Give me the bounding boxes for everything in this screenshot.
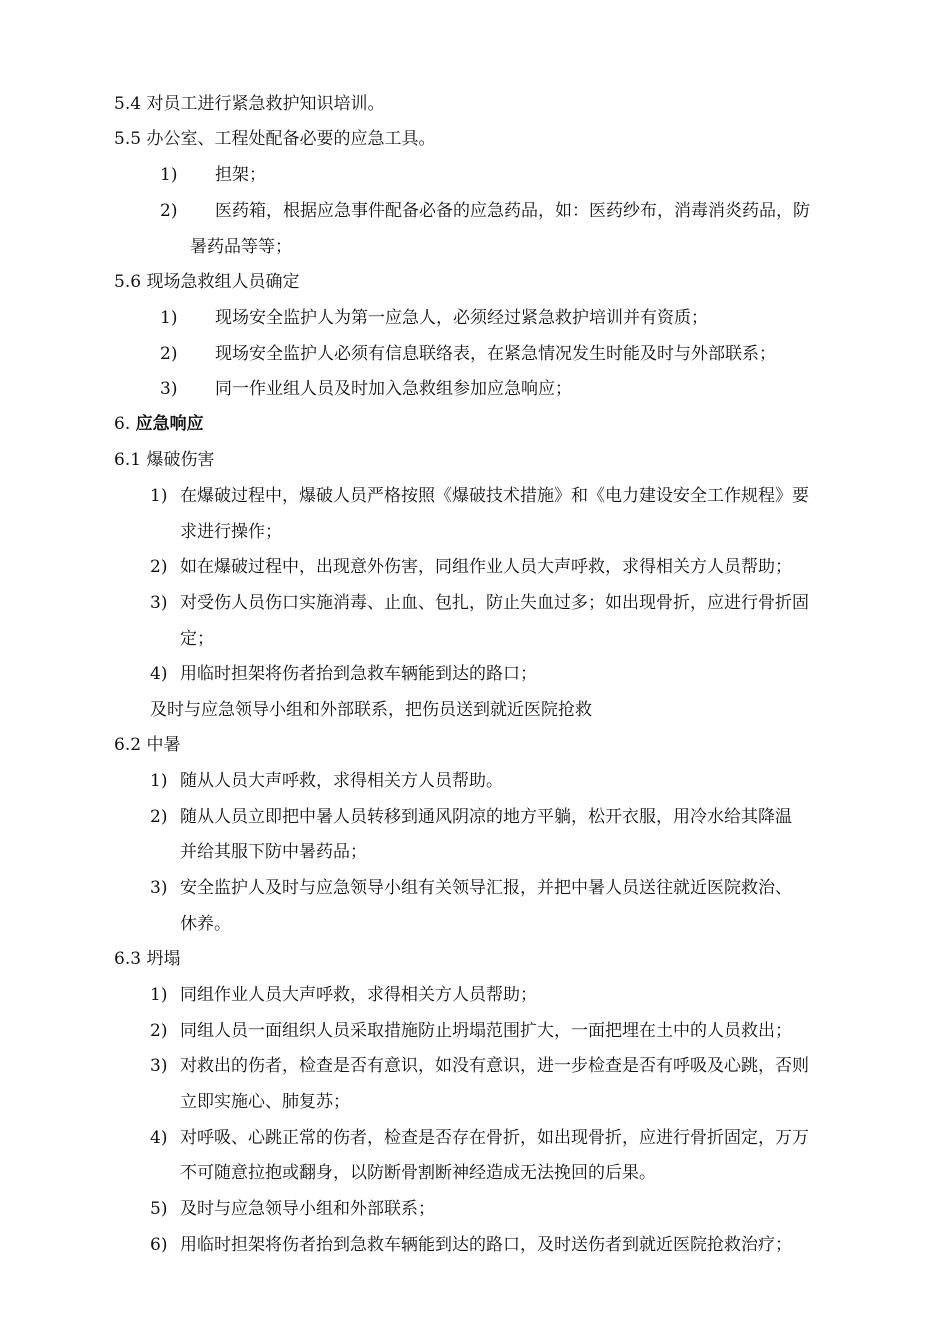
list-item	[150, 484, 809, 508]
section-5-4: 5.4 对员工进行紧急救护知识培训。	[114, 94, 385, 114]
item-number: 3)	[150, 1056, 168, 1076]
item-number: 2)	[150, 557, 168, 577]
item-number: 4)	[150, 664, 168, 684]
list-item	[160, 163, 266, 187]
list-item	[150, 1019, 792, 1043]
item-number: 2)	[160, 201, 178, 221]
item-text: 用临时担架将伤者抬到急救车辆能到达的路口，及时送伤者到就近医院抢救治疗；	[180, 1235, 792, 1255]
item-text: 随从人员立即把中暑人员转移到通风阴凉的地方平躺，松开衣服，用冷水给其降温	[180, 807, 792, 827]
item-text: 用临时担架将伤者抬到急救车辆能到达的路口；	[180, 664, 537, 684]
item-number: 1)	[150, 771, 168, 791]
list-item	[160, 306, 708, 330]
list-item	[160, 377, 572, 401]
list-item	[150, 1233, 792, 1257]
item-text: 现场安全监护人为第一应急人，必须经过紧急救护培训并有资质；	[215, 308, 708, 328]
list-item	[160, 342, 776, 366]
list-item	[150, 805, 792, 829]
item-text: 同组作业人员大声呼救，求得相关方人员帮助；	[180, 985, 537, 1005]
item-continuation: 立即实施心、肺复苏；	[180, 1092, 350, 1112]
list-item	[150, 591, 809, 615]
item-number: 2)	[150, 1021, 168, 1041]
list-item	[150, 876, 792, 900]
section-6-heading	[114, 412, 204, 436]
item-text: 及时与应急领导小组和外部联系；	[180, 1199, 435, 1219]
item-text: 安全监护人及时与应急领导小组有关领导汇报，并把中暑人员送往就近医院救治、	[180, 878, 792, 898]
list-item	[150, 555, 792, 579]
item-text: 同组人员一面组织人员采取措施防止坍塌范围扩大，一面把埋在土中的人员救出；	[180, 1021, 792, 1041]
item-number: 2)	[150, 807, 168, 827]
item-number: 6)	[150, 1235, 168, 1255]
item-number: 1)	[150, 486, 168, 506]
item-continuation: 定；	[180, 629, 214, 649]
item-number: 3)	[150, 593, 168, 613]
section-5-6-title: 5.6 现场急救组人员确定	[114, 272, 300, 292]
item-text: 对受伤人员伤口实施消毒、止血、包扎，防止失血过多；如出现骨折，应进行骨折固	[180, 593, 809, 613]
item-continuation: 并给其服下防中暑药品；	[180, 842, 367, 862]
list-item	[150, 662, 537, 686]
list-item	[150, 983, 537, 1007]
item-text: 如在爆破过程中，出现意外伤害，同组作业人员大声呼救，求得相关方人员帮助；	[180, 557, 792, 577]
item-text: 对救出的伤者，检查是否有意识，如没有意识，进一步检查是否有呼吸及心跳，否则	[180, 1056, 809, 1076]
section-note: 及时与应急领导小组和外部联系，把伤员送到就近医院抢救	[150, 700, 592, 720]
section-title: 应急响应	[135, 414, 204, 434]
item-number: 1)	[150, 985, 168, 1005]
item-text: 现场安全监护人必须有信息联络表，在紧急情况发生时能及时与外部联系；	[215, 344, 776, 364]
item-number: 3)	[160, 379, 178, 399]
item-continuation: 求进行操作；	[180, 522, 282, 542]
section-number: 6.	[114, 414, 131, 434]
item-number: 1)	[160, 165, 178, 185]
section-6-1-title: 6.1 爆破伤害	[114, 450, 215, 470]
section-5-5-title: 5.5 办公室、工程处配备必要的应急工具。	[114, 129, 436, 149]
item-number: 2)	[160, 344, 178, 364]
item-number: 4)	[150, 1128, 168, 1148]
item-continuation: 暑药品等等；	[190, 237, 292, 257]
list-item	[150, 1126, 809, 1150]
item-text: 在爆破过程中，爆破人员严格按照《爆破技术措施》和《电力建设安全工作规程》要	[180, 486, 809, 506]
item-number: 1)	[160, 308, 178, 328]
item-text: 担架；	[215, 165, 266, 185]
item-text: 对呼吸、心跳正常的伤者，检查是否存在骨折，如出现骨折，应进行骨折固定，万万	[180, 1128, 809, 1148]
list-item	[150, 769, 503, 793]
item-continuation: 不可随意拉抱或翻身，以防断骨割断神经造成无法挽回的后果。	[180, 1163, 656, 1183]
section-6-3-title: 6.3 坍塌	[114, 949, 181, 969]
item-number: 3)	[150, 878, 168, 898]
item-text: 随从人员大声呼救，求得相关方人员帮助。	[180, 771, 503, 791]
list-item	[160, 199, 810, 223]
list-item	[150, 1054, 809, 1078]
item-text: 同一作业组人员及时加入急救组参加应急响应；	[215, 379, 572, 399]
item-continuation: 休养。	[180, 914, 231, 934]
section-6-2-title: 6.2 中暑	[114, 735, 181, 755]
list-item	[150, 1197, 435, 1221]
item-number: 5)	[150, 1199, 168, 1219]
item-text: 医药箱，根据应急事件配备必备的应急药品，如：医药纱布，消毒消炎药品，防	[215, 201, 810, 221]
